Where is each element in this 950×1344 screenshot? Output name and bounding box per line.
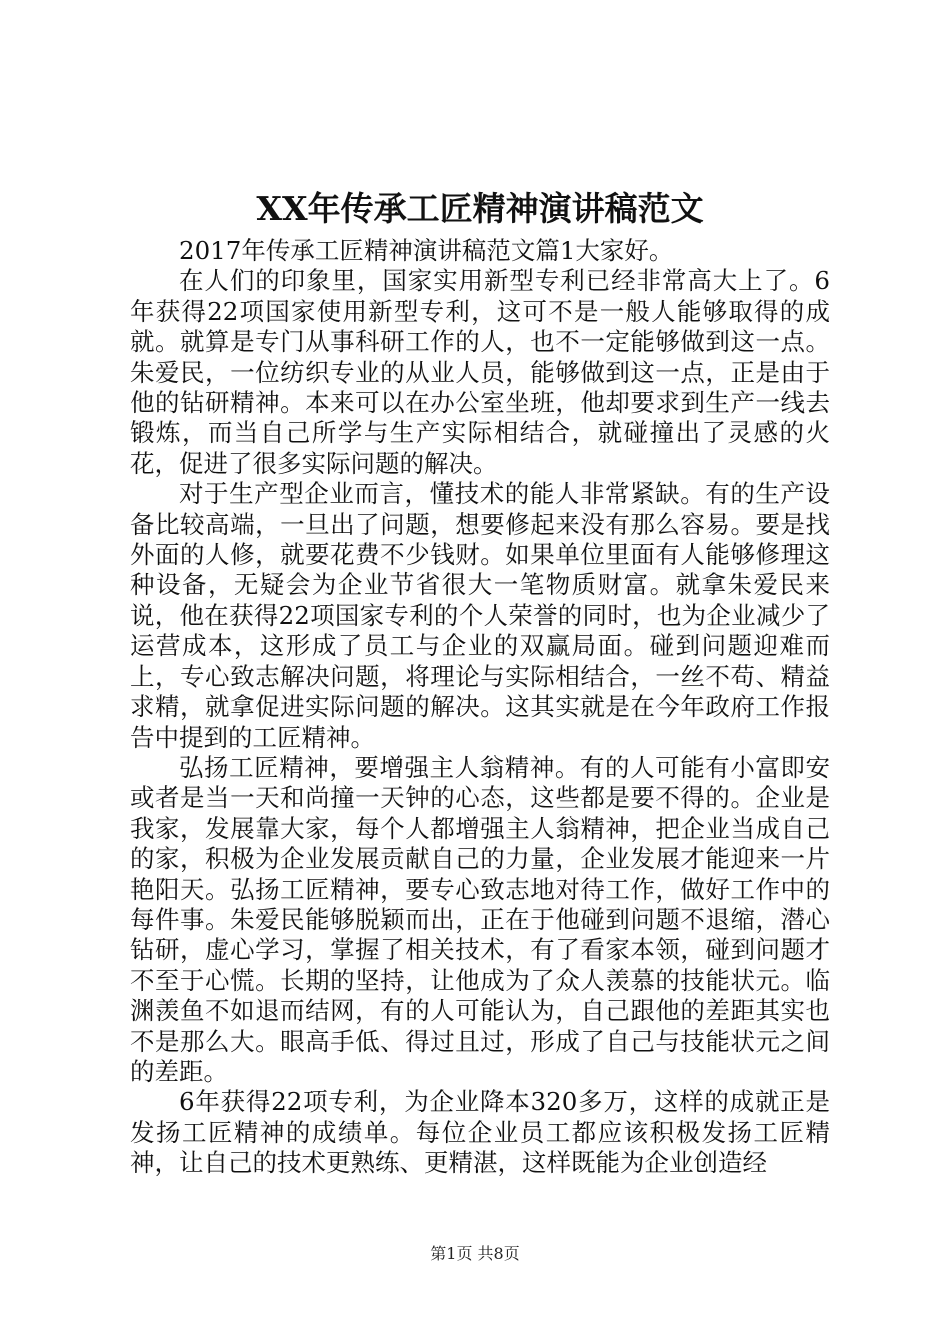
document-body <box>130 236 830 1179</box>
paragraph: 2017年传承工匠精神演讲稿范文篇1大家好。 <box>179 236 674 265</box>
paragraph: 6年获得22项专利，为企业降本320多万，这样的成就正是发扬工匠精神的成绩单。每位企业员工都应该积极发扬工匠精神，让自己的技术更熟练、更精湛，这样既能为企业创造经 <box>130 1087 830 1178</box>
paragraph: 对于生产型企业而言，懂技术的能人非常紧缺。有的生产设备比较高端，一旦出了问题，想要修起来没有那么容易。要是找外面的人修，就要花费不少钱财。如果单位里面有人能够修理这种设备，无疑会为企业节省很大一笔物质财富。就拿朱爱民来说，他在获得22项国家专利的个人荣誉的同时，也为企业减少了运营成本，这形成了员工与企业的双赢局面。碰到问题迎难而上，专心致志解决问题，将理论与实际相结合，一丝不苟、精益求精，就拿促进实际问题的解决。这其实就是在今年政府工作报告中提到的工匠精神。 <box>130 479 830 752</box>
paragraph: 在人们的印象里，国家实用新型专利已经非常高大上了。6年获得22项国家使用新型专利，这可不是一般人能够取得的成就。就算是专门从事科研工作的人，也不一定能够做到这一点。朱爱民，一位纺织专业的从业人员，能够做到这一点，正是由于他的钻研精神。本来可以在办公室坐班，他却要求到生产一线去锻炼，而当自己所学与生产实际相结合，就碰撞出了灵感的火花，促进了很多实际问题的解决。 <box>130 266 830 478</box>
paragraph: 弘扬工匠精神，要增强主人翁精神。有的人可能有小富即安或者是当一天和尚撞一天钟的心态，这些都是要不得的。企业是我家，发展靠大家，每个人都增强主人翁精神，把企业当成自己的家，积极为企业发展贡献自己的力量，企业发展才能迎来一片艳阳天。弘扬工匠精神，要专心致志地对待工作，做好工作中的每件事。朱爱民能够脱颖而出，正在于他碰到问题不退缩，潜心钻研，虚心学习，掌握了相关技术，有了看家本领，碰到问题才不至于心慌。长期的坚持，让他成为了众人羡慕的技能状元。临渊羡鱼不如退而结网，有的人可能认为，自己跟他的差距其实也不是那么大。眼高手低、得过且过，形成了自己与技能状元之间的差距。 <box>130 752 830 1086</box>
document-title: XX年传承工匠精神演讲稿范文 <box>256 189 704 228</box>
page-number-footer: 第1页 共8页 <box>430 1244 520 1263</box>
